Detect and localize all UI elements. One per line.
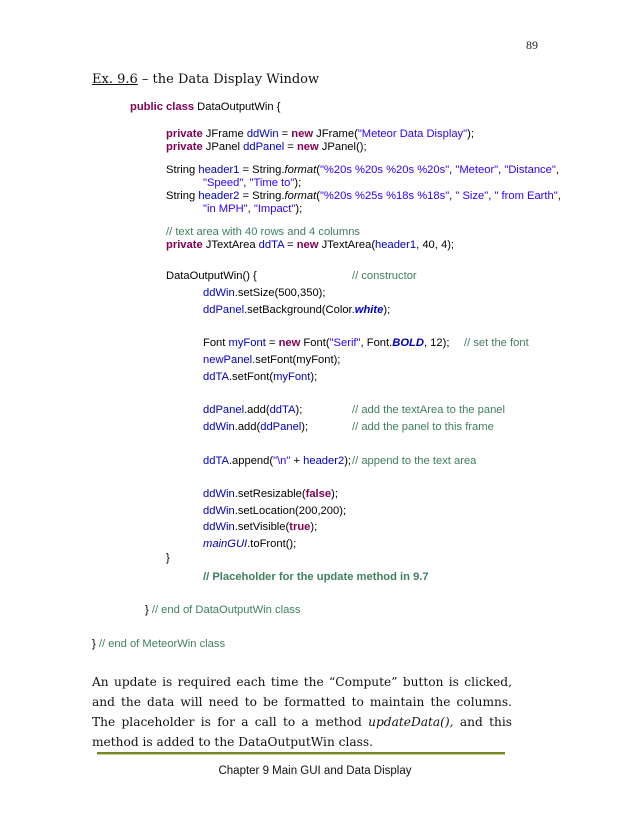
code-text: JPanel(); <box>318 141 367 153</box>
code-text: , <box>498 164 505 176</box>
code-text: ); <box>295 404 303 416</box>
code-field: ddTA <box>203 371 229 383</box>
code-line <box>203 354 340 367</box>
paragraph-method-name: updateData(), <box>368 715 454 729</box>
code-text: .toFront(); <box>247 538 297 550</box>
code-text: ); <box>295 203 303 215</box>
code-keyword: private <box>166 239 203 251</box>
code-text: ); <box>383 304 391 316</box>
code-keyword: false <box>305 488 332 500</box>
code-close-brace: } <box>166 552 170 564</box>
code-text: .setResizable( <box>234 488 306 500</box>
code-text: ); <box>467 128 474 140</box>
code-text: = <box>283 239 297 251</box>
code-keyword: private <box>166 141 203 153</box>
code-text: } <box>92 638 99 650</box>
code-field: ddTA <box>269 404 296 416</box>
code-keyword: new <box>278 337 301 349</box>
code-text: .setLocation(200,200); <box>234 505 347 517</box>
code-text: = String. <box>239 190 285 202</box>
code-field: ddPanel <box>260 421 302 433</box>
code-text: ); <box>301 421 309 433</box>
code-keyword: new <box>296 141 319 153</box>
code-text: , <box>449 190 456 202</box>
code-line <box>203 404 302 417</box>
code-text: .setFont(myFont); <box>252 354 341 366</box>
code-line <box>166 164 559 177</box>
code-field: ddPanel <box>203 304 245 316</box>
code-field: header2 <box>303 455 345 467</box>
code-text: , <box>555 164 559 176</box>
example-label: Ex. 9.6 <box>92 72 138 87</box>
code-line <box>166 128 474 141</box>
code-keyword: new <box>291 128 314 140</box>
code-text: ( <box>316 190 320 202</box>
code-line <box>203 505 346 518</box>
section-heading <box>92 72 319 87</box>
code-method: format <box>284 164 317 176</box>
code-line-end-meteor <box>92 638 225 651</box>
code-text: JFrame <box>202 128 247 140</box>
code-field: ddTA <box>258 239 284 251</box>
code-text: Font( <box>300 337 330 349</box>
code-text: .setFont( <box>228 371 274 383</box>
code-keyword: true <box>289 521 311 533</box>
code-field: ddWin <box>203 505 235 517</box>
code-string: "%20s %25s %18s %18s" <box>319 190 450 202</box>
code-text: Font <box>203 337 229 349</box>
footer-rule-shadow <box>97 754 505 755</box>
code-string: " Size" <box>455 190 489 202</box>
code-text: , <box>557 190 561 202</box>
code-string: "Meteor Data Display" <box>357 128 468 140</box>
code-text: String <box>166 164 199 176</box>
code-field: ddPanel <box>203 404 245 416</box>
code-text: .add( <box>234 421 261 433</box>
code-text: , 40, 4); <box>416 239 455 251</box>
code-string: "Meteor" <box>455 164 499 176</box>
code-comment: // add the textArea to the panel <box>352 404 506 416</box>
code-text: = String. <box>239 164 285 176</box>
code-line <box>203 421 308 434</box>
code-text: = <box>278 128 292 140</box>
code-text: DataOutputWin() { <box>166 270 257 282</box>
code-text: , Font. <box>360 337 393 349</box>
code-text: , 12); <box>423 337 450 349</box>
code-field: newPanel <box>203 354 253 366</box>
code-text: + <box>290 455 304 467</box>
code-line <box>203 304 390 317</box>
code-text: , <box>243 177 250 189</box>
code-string: "Speed" <box>203 177 244 189</box>
code-text: ); <box>294 177 302 189</box>
code-text: ); <box>331 488 338 500</box>
code-text: ( <box>316 164 320 176</box>
code-string: "%20s %20s %20s %20s" <box>319 164 450 176</box>
code-line-class-decl <box>130 101 280 114</box>
code-line <box>203 337 449 350</box>
code-line <box>203 521 317 534</box>
code-line <box>203 177 301 190</box>
code-comment: // text area with 40 rows and 4 columns <box>166 226 361 238</box>
code-text: , <box>449 164 456 176</box>
code-text: .add( <box>244 404 270 416</box>
code-line <box>203 488 338 501</box>
code-field: header1 <box>198 164 240 176</box>
code-comment: // end of DataOutputWin class <box>151 604 301 616</box>
code-comment: // set the font <box>464 337 529 349</box>
code-keyword: public class <box>130 101 195 113</box>
code-line <box>166 190 561 203</box>
code-comment-placeholder: // Placeholder for the update method in 9.7 <box>203 571 429 583</box>
code-field: myFont <box>228 337 266 349</box>
code-string: "Time to" <box>249 177 295 189</box>
code-field: ddWin <box>203 488 235 500</box>
code-string: "Impact" <box>253 203 296 215</box>
code-constant: white <box>354 304 384 316</box>
code-field: ddWin <box>246 128 279 140</box>
code-line-end-class <box>145 604 300 617</box>
code-line <box>203 538 296 551</box>
paragraph-text: An update is required each time the “Compute” button is clicked, and the data will need to be formatted to maintain the columns. The placeholder is for a call to a method <box>92 675 512 729</box>
code-text: } <box>145 604 152 616</box>
code-method: format <box>284 190 317 202</box>
code-field: ddWin <box>203 287 235 299</box>
code-line <box>166 141 367 154</box>
code-string: "Serif" <box>329 337 361 349</box>
code-text: DataOutputWin { <box>194 101 281 113</box>
code-constant: BOLD <box>392 337 424 349</box>
code-text: = <box>284 141 297 153</box>
code-field: ddPanel <box>243 141 285 153</box>
code-text: JPanel <box>202 141 244 153</box>
code-text: .setBackground(Color. <box>244 304 355 316</box>
code-text: JTextArea <box>202 239 259 251</box>
code-text: ); <box>310 371 318 383</box>
code-text: .setVisible( <box>234 521 290 533</box>
code-text: .append( <box>228 455 274 467</box>
code-line <box>203 287 326 300</box>
code-field: header2 <box>198 190 240 202</box>
code-text: String <box>166 190 199 202</box>
code-line <box>166 239 454 252</box>
code-comment: // end of MeteorWin class <box>98 638 226 650</box>
paragraph-text: and this method is added to the DataOutputWin class. <box>92 715 512 749</box>
code-comment: // constructor <box>352 270 417 282</box>
body-paragraph <box>92 672 512 752</box>
code-field: ddWin <box>203 521 235 533</box>
code-keyword: private <box>166 128 203 140</box>
code-line-constructor <box>166 270 257 283</box>
code-text: .setSize(500,350); <box>234 287 326 299</box>
code-text: , <box>488 190 495 202</box>
code-comment: // add the panel to this frame <box>352 421 494 433</box>
code-line <box>203 203 302 216</box>
code-string: " from Earth" <box>494 190 558 202</box>
code-field: mainGUI <box>203 538 248 550</box>
code-string: "Distance" <box>504 164 556 176</box>
code-field: header1 <box>375 239 417 251</box>
code-text: = <box>265 337 279 349</box>
code-line <box>203 455 351 468</box>
heading-title: – the Data Display Window <box>137 72 320 87</box>
code-string: "in MPH" <box>203 203 248 215</box>
code-line <box>203 371 317 384</box>
code-comment: // append to the text area <box>352 455 477 467</box>
page-number: 89 <box>526 38 538 52</box>
code-text: ); <box>310 521 318 533</box>
code-text: , <box>247 203 254 215</box>
code-field: ddTA <box>203 455 229 467</box>
code-text: ); <box>344 455 352 467</box>
code-string: "\n" <box>273 455 291 467</box>
code-field: ddWin <box>203 421 235 433</box>
code-field: myFont <box>273 371 311 383</box>
code-keyword: new <box>296 239 319 251</box>
chapter-footer: Chapter 9 Main GUI and Data Display <box>218 765 412 777</box>
code-text: JTextArea( <box>318 239 376 251</box>
code-text: JFrame( <box>313 128 358 140</box>
